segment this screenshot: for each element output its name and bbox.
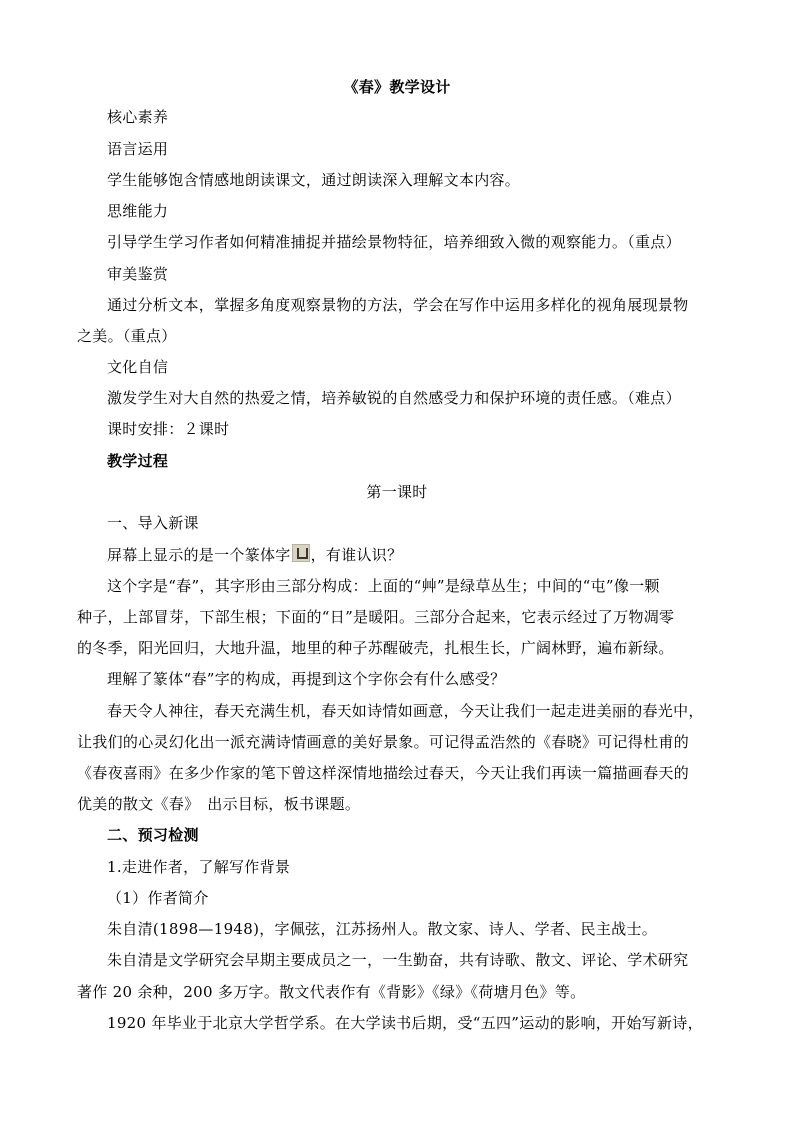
section1-p1 [107,544,717,566]
schedule-text: 课时安排：２课时 [107,420,230,438]
lang-text: 学生能够饱含情感地朗读课文，通过朗读深入理解文本内容。 [107,171,521,189]
aes-text-line2: 之美。（重点） [77,327,177,345]
section1-p4-line3: 《春夜喜雨》在多少作家的笔下曾这样深情地描绘过春天，今天让我们再读一篇描画春天的 [77,764,690,782]
seal-script-character-image [292,544,310,562]
section1-p1-before: 屏幕上显示的是一个篆体字 [107,546,291,564]
section1-p4-line1: 春天令人神往，春天充满生机，春天如诗情如画意，今天让我们一起走进美丽的春光中， [107,702,704,720]
process-heading: 教学过程 [107,452,169,470]
aes-heading: 审美鉴赏 [107,265,169,283]
section2-p3: 1920 年毕业于北京大学哲学系。在大学读书后期，受“五四”运动的影响，开始写新诗， [107,1014,703,1032]
core-heading: 核心素养 [107,108,169,126]
culture-heading: 文化自信 [107,358,169,376]
section2-p1: 朱自清(1898—1948)，字佩弦，江苏扬州人。散文家、诗人、学者、民主战士。 [107,920,658,938]
section1-p2-line3: 的冬季，阳光回归，大地升温，地里的种子苏醒破壳，扎根生长，广阔林野，遍布新绿。 [77,639,674,657]
section1-p2-line2: 种子，上部冒芽，下部生根；下面的“日”是暖阳。三部分合起来，它表示经过了万物凋零 [77,608,675,626]
section1-heading: 一、导入新课 [107,514,199,532]
section2-sub1a: （1）作者简介 [107,889,209,907]
think-text: 引导学生学习作者如何精准捕捉并描绘景物特征，培养细致入微的观察能力。（重点） [107,233,681,251]
lesson-title: 第一课时 [366,483,428,501]
culture-text: 激发学生对大自然的热爱之情，培养敏锐的自然感受力和保护环境的责任感。（难点） [107,389,681,407]
section1-p1-after: ，有谁认识？ [310,546,403,564]
section1-p3: 理解了篆体“春”字的构成，再提到这个字你会有什么感受？ [107,670,506,688]
section2-sub1: 1.走进作者，了解写作背景 [107,858,291,876]
section1-p2-line1: 这个字是“春”，其字形由三部分构成：上面的“艸”是绿草丛生；中间的“屯”像一颗 [107,577,660,595]
think-heading: 思维能力 [107,202,169,220]
document-title: 《春》教学设计 [343,78,451,96]
section2-p2-line1: 朱自清是文学研究会早期主要成员之一，一生勤奋，共有诗歌、散文、评论、学术研究 [107,951,689,969]
section1-p4-line2: 让我们的心灵幻化出一派充满诗情画意的美好景象。可记得孟浩然的《春晓》可记得杜甫的 [77,733,690,751]
lang-heading: 语言运用 [107,140,169,158]
aes-text-line1: 通过分析文本，掌握多角度观察景物的方法，学会在写作中运用多样化的视角展现景物 [107,296,689,314]
section2-p2-line2: 著作 20 余种，200 多万字。散文代表作有《背影》《绿》《荷塘月色》等。 [77,983,586,1001]
section2-heading: 二、预习检测 [107,826,199,844]
section1-p4-line4: 优美的散文《春》 出示目标，板书课题。 [77,795,361,813]
